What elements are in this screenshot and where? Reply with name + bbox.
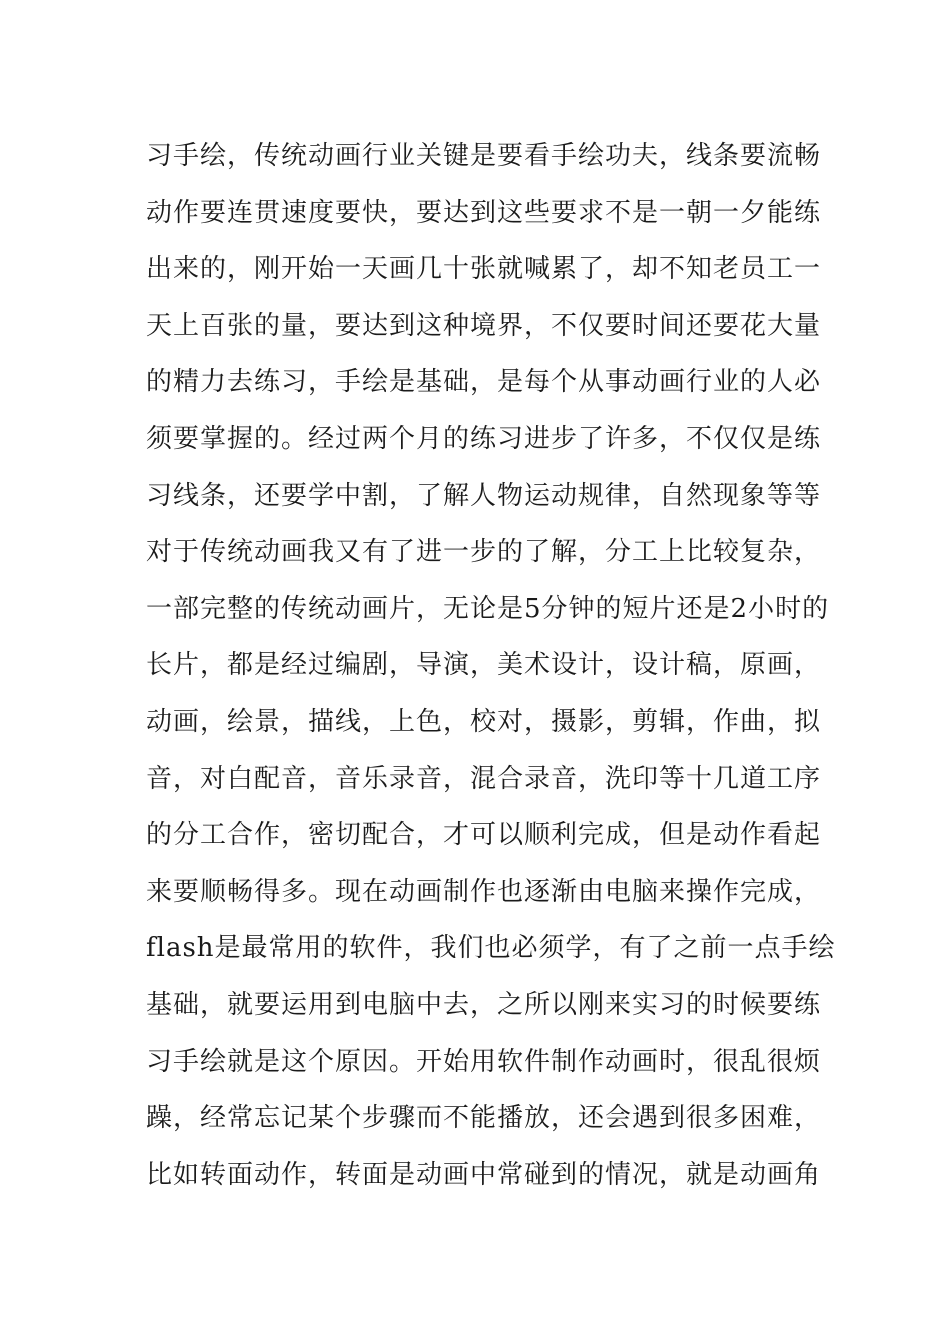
body-text bbox=[146, 128, 836, 1203]
text-line: flash是最常用的软件，我们也必须学，有了之前一点手绘 bbox=[146, 933, 836, 964]
text-line: 习线条，还要学中割，了解人物运动规律，自然现象等等 bbox=[146, 480, 822, 511]
text-line: 的精力去练习，手绘是基础，是每个从事动画行业的人必 bbox=[146, 367, 822, 398]
text-line: 的分工合作，密切配合，才可以顺利完成，但是动作看起 bbox=[146, 820, 822, 851]
text-line: 习手绘，传统动画行业关键是要看手绘功夫，线条要流畅 bbox=[146, 141, 822, 171]
text-line: 基础，就要运用到电脑中去，之所以刚来实习的时候要练 bbox=[146, 989, 822, 1020]
text-line: 比如转面动作，转面是动画中常碰到的情况，就是动画角 bbox=[146, 1159, 822, 1190]
text-line: 一部完整的传统动画片，无论是5分钟的短片还是2小时的 bbox=[146, 593, 830, 624]
text-line: 须要掌握的。经过两个月的练习进步了许多，不仅仅是练 bbox=[146, 423, 822, 454]
text-line: 对于传统动画我又有了进一步的了解，分工上比较复杂， bbox=[146, 537, 822, 568]
text-line: 天上百张的量，要达到这种境界，不仅要时间还要花大量 bbox=[146, 310, 822, 341]
text-line: 动画，绘景，描线，上色，校对，摄影，剪辑，作曲，拟 bbox=[146, 706, 822, 737]
text-line: 出来的，刚开始一天画几十张就喊累了，却不知老员工一 bbox=[146, 254, 822, 285]
text-line: 音，对白配音，音乐录音，混合录音，洗印等十几道工序 bbox=[146, 763, 822, 794]
text-line: 躁，经常忘记某个步骤而不能播放，还会遇到很多困难， bbox=[146, 1103, 822, 1134]
text-line: 来要顺畅得多。现在动画制作也逐渐由电脑来操作完成， bbox=[146, 876, 822, 907]
text-line: 长片，都是经过编剧，导演，美术设计，设计稿，原画， bbox=[146, 650, 822, 681]
text-line: 动作要连贯速度要快，要达到这些要求不是一朝一夕能练 bbox=[146, 197, 822, 228]
text-line: 习手绘就是这个原因。开始用软件制作动画时，很乱很烦 bbox=[146, 1046, 822, 1077]
